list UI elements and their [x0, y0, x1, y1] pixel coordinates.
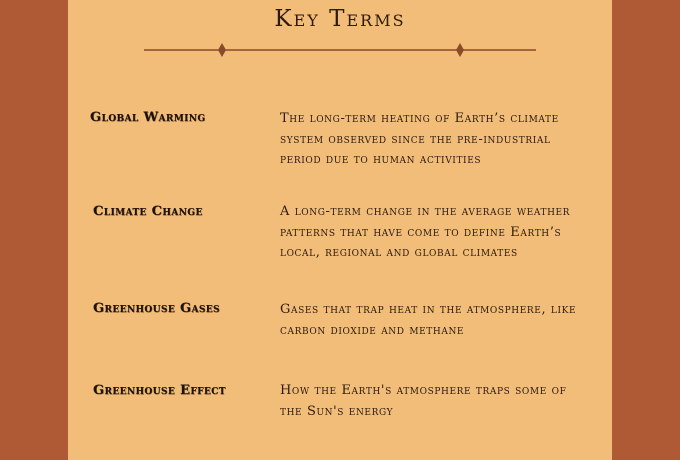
- term-global-warming: Global Warming: [90, 110, 206, 125]
- term-greenhouse-effect: Greenhouse Effect: [93, 383, 226, 398]
- definition-greenhouse-gases: Gases that trap heat in the atmosphere, like carbon dioxide and methane: [280, 302, 577, 338]
- diamond-ornament-left: [218, 43, 226, 57]
- term-climate-change: Climate Change: [93, 204, 203, 219]
- definition-greenhouse-effect: How the Earth's atmosphere traps some of the Sun's energy: [280, 383, 567, 419]
- term-greenhouse-gases: Greenhouse Gases: [93, 301, 220, 316]
- decorative-divider: [144, 42, 536, 58]
- definition-climate-change: A long-term change in the average weather patterns that have come to define Earth’s local, regional and global climates: [280, 204, 571, 260]
- diamond-ornament-right: [456, 43, 464, 57]
- page-title: Key Terms: [274, 6, 406, 32]
- definition-global-warming: The long-term heating of Earth’s climate system observed since the pre-industrial period due to human activities: [280, 111, 559, 167]
- content-panel: [68, 0, 612, 460]
